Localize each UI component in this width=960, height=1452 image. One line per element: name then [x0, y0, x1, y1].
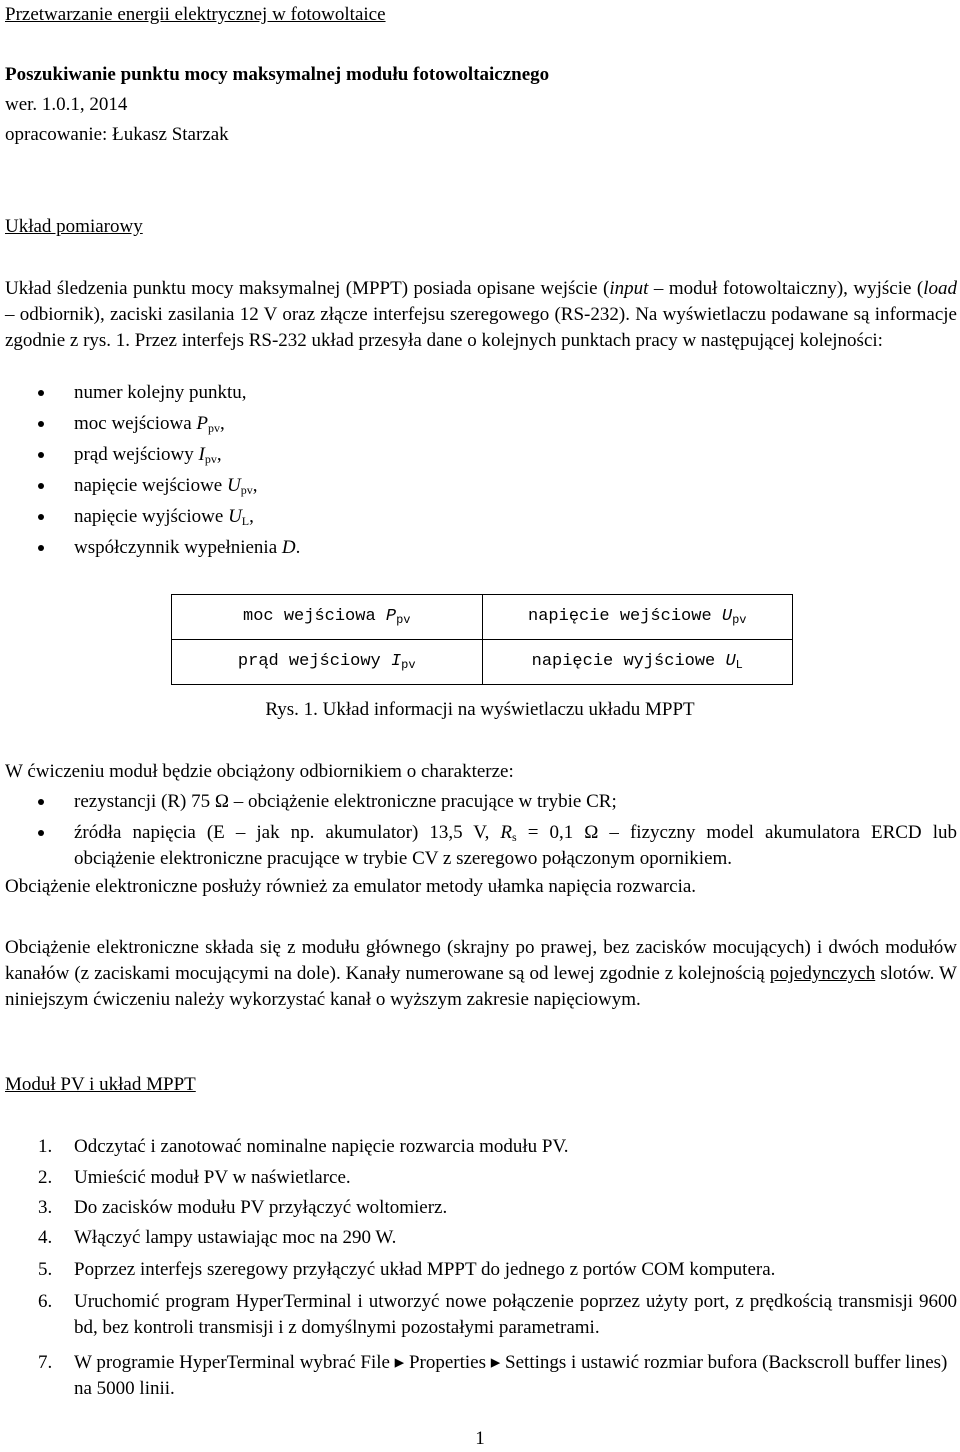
figure-caption: Rys. 1. Układ informacji na wyświetlaczu układu MPPT [265, 699, 695, 720]
list-item: numer kolejny punktu, [5, 380, 957, 411]
data-order-list [5, 380, 957, 566]
version-line: wer. 1.0.1, 2014 [5, 94, 128, 115]
input-term: input [609, 278, 649, 299]
list-item: prąd wejściowy $I_{pv}$, [5, 442, 957, 473]
load-term: load [923, 278, 957, 299]
list-item: 1. Odczytać i zanotować nominalne napięcie rozwarcia modułu PV. [38, 1136, 569, 1157]
procedure-steps [5, 1134, 957, 1402]
list-item: napięcie wyjściowe $U_L$, [5, 504, 957, 535]
display-layout-table [171, 594, 793, 685]
list-item: współczynnik wypełnienia D. [5, 535, 957, 566]
section-heading-pv-mppt: Moduł PV i układ MPPT [5, 1074, 196, 1095]
list-item: 7. W programie HyperTerminal wybrać File ▸ Properties ▸ Settings i ustawić rozmiar bufora (Backscroll buffer lines) na 5000 linii. [38, 1352, 948, 1399]
display-cell-input-power: moc wejściowa $P_{pv}$ [172, 595, 483, 640]
list-item: rezystancji (R) 75 Ω – obciążenie elektroniczne pracujące w trybie CR; [5, 789, 957, 820]
section-heading-measurement: Układ pomiarowy [5, 216, 143, 237]
list-item: źródła napięcia (E – jak np. akumulator) 13,5 V, $R_s = 0,1$ Ω – fizyczny model akumulatora ERCD lub obciążenie elektroniczne pracujące w trybie CV z szeregowo połączonym opornikiem. [5, 820, 957, 872]
emulator-note: Obciążenie elektroniczne posłuży również za emulator metody ułamka napięcia rozwarcia. [5, 876, 697, 897]
load-intro: W ćwiczeniu moduł będzie obciążony odbiornikiem o charakterze: [5, 761, 514, 782]
load-type-list [5, 789, 957, 872]
display-cell-output-voltage: napięcie wyjściowe $U_L$ [482, 640, 793, 685]
list-item: 4. Włączyć lampy ustawiając moc na 290 W. [38, 1227, 397, 1248]
intro-paragraph: Układ śledzenia punktu mocy maksymalnej (MPPT) posiada opisane wejście (input – moduł fotowoltaiczny), wyjście (load – odbiornik), zaciski zasilania 12 V oraz złącze interfejsu szeregowego (RS-232). Na wyświetlaczu podawane są informacje zgodnie z rys. 1. Przez interfejs RS-232 układ przesyła dane o kolejnych punktach pracy w następującej kolejności: [5, 278, 957, 351]
list-item: 2. Umieścić moduł PV w naświetlarce. [38, 1167, 351, 1188]
list-item: 5. Poprzez interfejs szeregowy przyłączyć układ MPPT do jednego z portów COM komputera. [38, 1259, 776, 1280]
modules-paragraph: Obciążenie elektroniczne składa się z modułu głównego (skrajny po prawej, bez zacisków mocujących) i dwóch modułów kanałów (z zaciskami mocującymi na dole). Kanały numerowane są od lewej zgodnie z kolejnością pojedynczych slotów. W niniejszym ćwiczeniu należy wykorzystać kanał o wyższym zakresie napięciowym. [5, 937, 957, 1010]
list-item: 3. Do zacisków modułu PV przyłączyć woltomierz. [38, 1197, 448, 1218]
page-number: 1 [475, 1428, 485, 1449]
display-cell-input-voltage: napięcie wejściowe $U_{pv}$ [482, 595, 793, 640]
display-cell-input-current: prąd wejściowy $I_{pv}$ [172, 640, 483, 685]
course-title: Przetwarzanie energii elektrycznej w fotowoltaice [5, 4, 386, 25]
author-line: opracowanie: Łukasz Starzak [5, 124, 229, 145]
document-title: Poszukiwanie punktu mocy maksymalnej modułu fotowoltaicznego [5, 64, 550, 85]
list-item: napięcie wejściowe $U_{pv}$, [5, 473, 957, 504]
list-item: moc wejściowa $P_{pv}$, [5, 411, 957, 442]
list-item: 6. Uruchomić program HyperTerminal i utworzyć nowe połączenie poprzez użyty port, z prędkością transmisji 9600 bd, bez kontroli transmisji i z domyślnymi pozostałymi parametrami. [38, 1291, 957, 1338]
